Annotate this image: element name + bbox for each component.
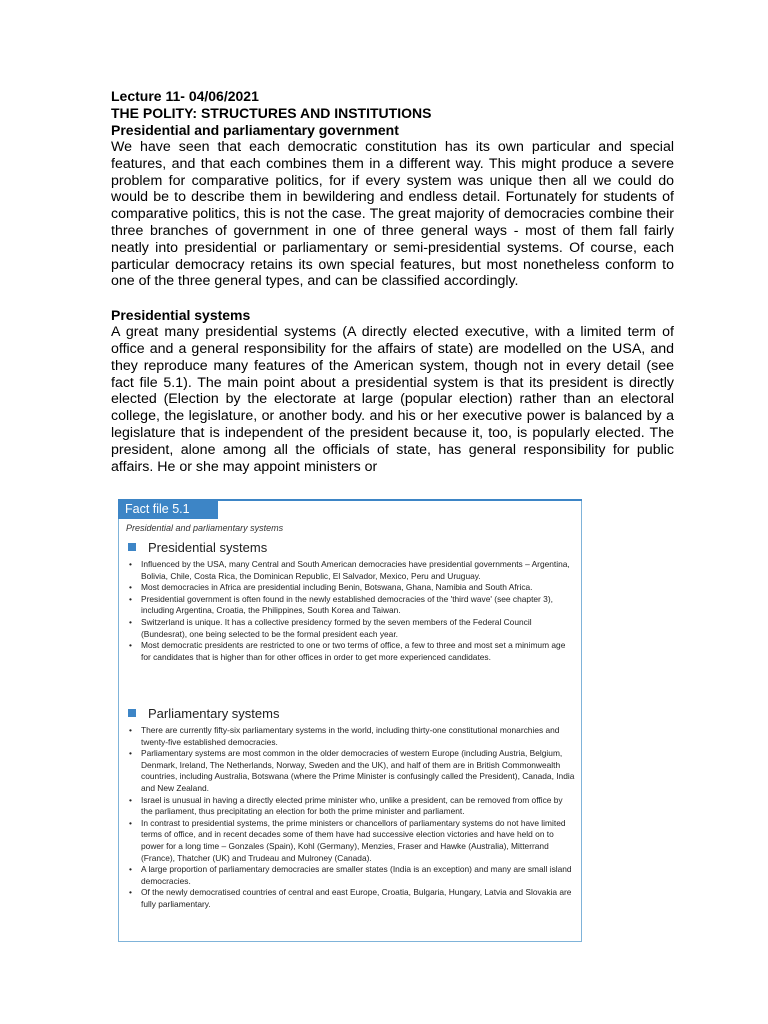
document-body (111, 88, 674, 475)
presidential-paragraph: A great many presidential systems (A directly elected executive, with a limited term of office and a general responsibility for the affairs of state) are modelled on the USA, and they reproduce many features of the American system, though not in every detail (see fact file 5.1). The main point about a presidential system is that its president is directly elected (Election by the electorate at large (popular election) rather than an electoral college, the legislature, or another body. and his or her executive power is balanced by a legislature that is independent of the president because it, too, is popularly elected. The president, alone among all the officials of state, has general responsibility for public affairs. He or she may appoint ministers or (111, 324, 674, 475)
list-item: • Switzerland is unique. It has a collective presidency formed by the seven members of the Federal Council (Bundesrat), one being selected to be the formal president each year. (127, 617, 575, 640)
presidential-systems-label: Presidential systems (148, 540, 268, 555)
subsection-title: Presidential and parliamentary government (111, 122, 399, 138)
presidential-systems-title (128, 540, 267, 555)
parliamentary-systems-title (128, 706, 279, 721)
list-item: • Most democracies in Africa are presidential including Benin, Botswana, Ghana, Namibia and South Africa. (127, 582, 575, 594)
fact-file-box (118, 499, 582, 942)
list-item: • Of the newly democratised countries of central and east Europe, Croatia, Bulgaria, Hungary, Latvia and Slovakia are fully parliamentary. (127, 887, 575, 910)
square-bullet-icon (128, 709, 136, 717)
intro-text: We have seen that each democratic constitution has its own particular and special features, and that each combines them in a different way. This might produce a severe problem for comparative politics, for if every system was unique then all we could do would be to describe them in bewildering and endless detail. Fortunately for students of comparative politics, this is not the case. The great majority of democracies combine their three branches of government in one of three general ways - most of them fall fairly neatly into presidential or parliamentary or semi-presidential systems. Of course, each particular democracy retains its own special features, but most nonetheless conform to one of the three general types, and can be classified accordingly. (111, 139, 674, 290)
lecture-title: Lecture 11- 04/06/2021 (111, 88, 259, 104)
intro-paragraph (111, 139, 674, 290)
fact-file-subtitle: Presidential and parliamentary systems (126, 523, 284, 533)
list-item: • Presidential government is often found in the newly established democracies of the 'third wave' (see chapter 3), including Argentina, Croatia, the Philippines, South Korea and Taiwan. (127, 594, 575, 617)
presidential-heading: Presidential systems (111, 307, 251, 324)
list-item: • In contrast to presidential systems, the prime ministers or chancellors of parliamentary systems do not have limited terms of office, and in recent decades some of them have had successive election victories and have held on to power for a long time – Gonzales (Spain), Kohl (Germany), Menzies, Fraser and Hawke (Australia), Mitterrand (France), Thatcher (UK) and Trudeau and Mulroney (Canada). (127, 818, 575, 864)
fact-file-top-rule (218, 499, 582, 501)
list-item: • Influenced by the USA, many Central and South American democracies have presidential governments – Argentina, Bolivia, Chile, Costa Rica, the Dominican Republic, El Salvador, Mexico, Peru and Uruguay. (127, 559, 575, 582)
presidential-list (127, 559, 575, 663)
square-bullet-icon (128, 543, 136, 551)
section-title: THE POLITY: STRUCTURES AND INSTITUTIONS (111, 105, 432, 121)
parliamentary-systems-label: Parliamentary systems (148, 706, 280, 721)
list-item: • There are currently fifty-six parliamentary systems in the world, including thirty-one constitutional monarchies and twenty-five established democracies. (127, 725, 575, 748)
parliamentary-list (127, 725, 575, 911)
list-item: • Most democratic presidents are restricted to one or two terms of office, a few to three and most set a minimum age for candidates that is higher than for other offices in order to get more experienced candidates. (127, 640, 575, 663)
list-item: • A large proportion of parliamentary democracies are smaller states (India is an exception) and many are small island democracies. (127, 864, 575, 887)
fact-file-tab: Fact file 5.1 (118, 499, 218, 519)
list-item: • Israel is unusual in having a directly elected prime minister who, unlike a president, can be removed from office by the parliament, thus precipitating an election for both the prime minister and parliament. (127, 795, 575, 818)
list-item: • Parliamentary systems are most common in the older democracies of western Europe (including Austria, Belgium, Denmark, Ireland, The Netherlands, Norway, Sweden and the UK), and half of them are in British Commonwealth countries, including Australia, Botswana (where the Prime Minister is confusingly called the President), Canada, India and New Zealand. (127, 748, 575, 794)
